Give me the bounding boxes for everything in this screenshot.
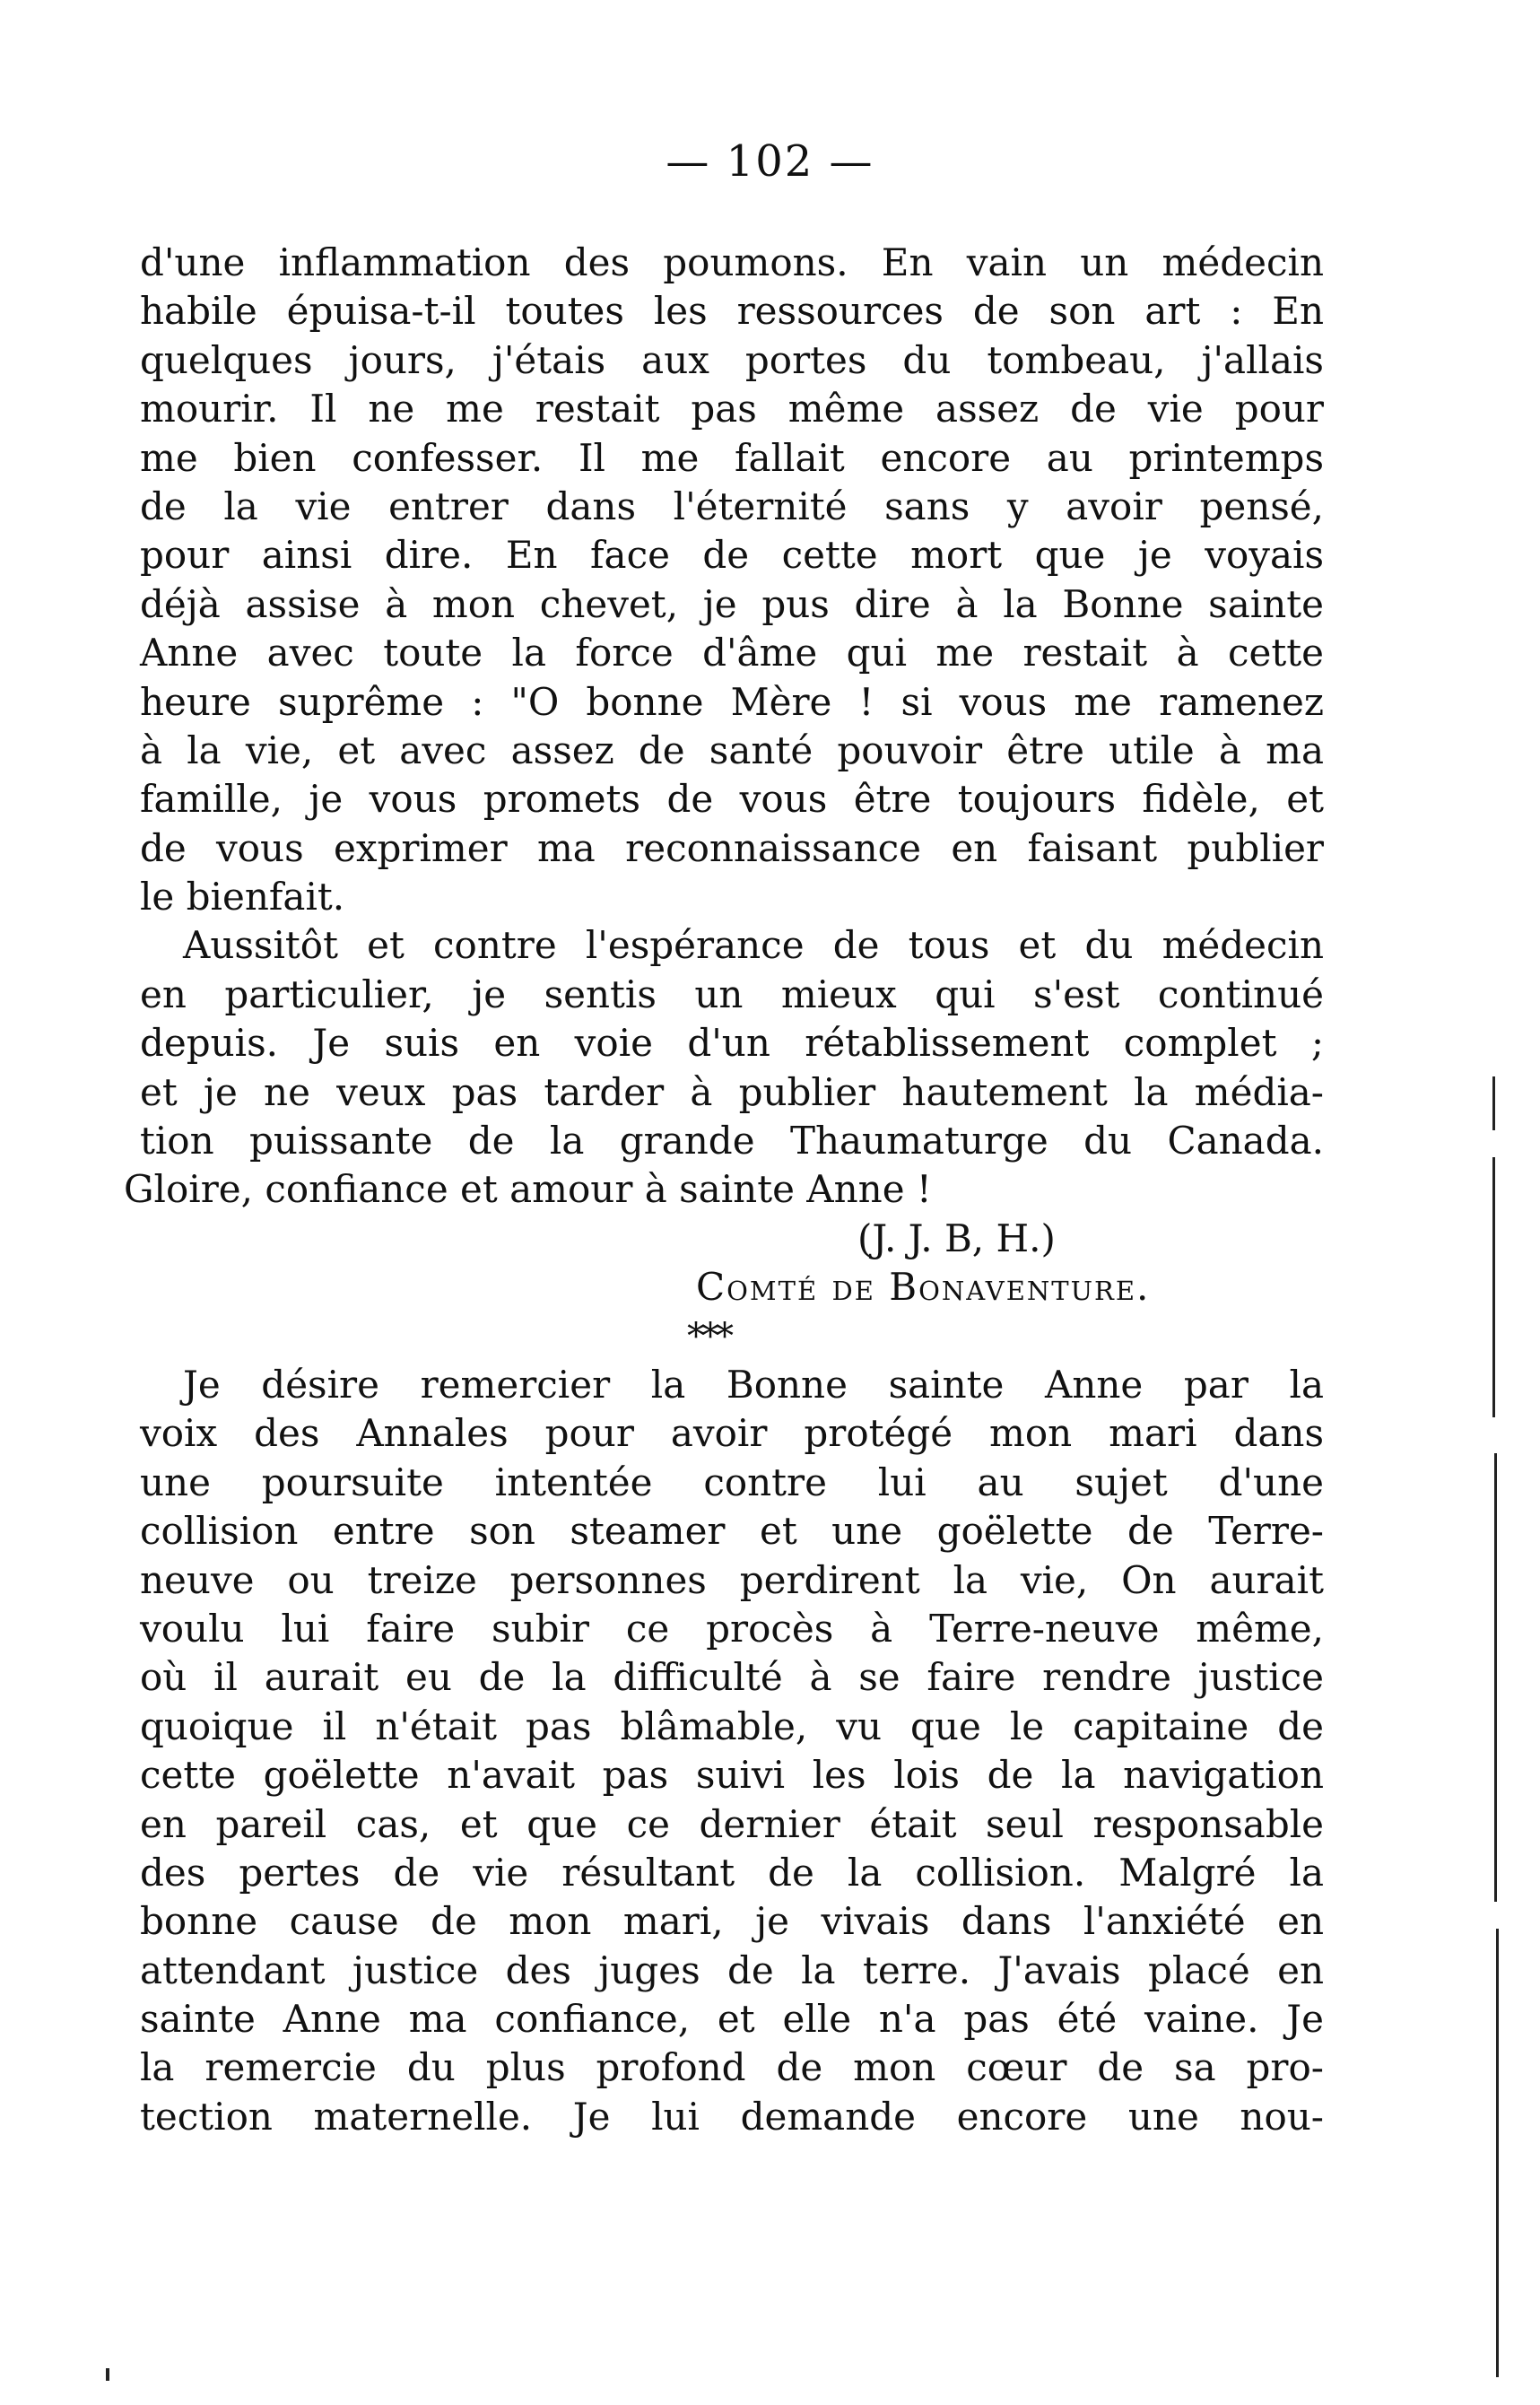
text-line: la remercie du plus profond de mon cœur de sa pro-: [140, 2045, 1324, 2090]
text-line: attendant justice des juges de la terre. J'avais placé en: [140, 1948, 1324, 1992]
scan-margin-mark: [106, 2368, 109, 2381]
text-line: habile épuisa-t-il toutes les ressources de son art : En: [140, 289, 1324, 334]
scan-margin-mark: [1494, 1453, 1497, 1902]
scan-margin-mark: [1492, 1076, 1495, 1130]
signature-name: Comté de Bonaventure.: [696, 1265, 1151, 1310]
text-line: une poursuite intentée contre lui au sujet d'une: [140, 1460, 1324, 1504]
text-line: de la vie entrer dans l'éternité sans y avoir pensé,: [140, 484, 1324, 528]
text-body: [124, 239, 1324, 2141]
text-line: neuve ou treize personnes perdirent la vie, On aurait: [140, 1557, 1324, 1602]
text-line: collision entre son steamer et une goëlette de Terre-: [140, 1509, 1324, 1554]
paragraph-je-desire: [140, 1361, 1324, 2141]
text-line: mourir. Il ne me restait pas même assez de vie pour: [140, 387, 1324, 431]
text-line: Je désire remercier la Bonne sainte Anne par la: [183, 1362, 1324, 1407]
text-line: et je ne veux pas tarder à publier hautement la média-: [140, 1069, 1324, 1114]
signature-block: [140, 1215, 1324, 1312]
text-line: pour ainsi dire. En face de cette mort que je voyais: [140, 533, 1324, 578]
text-line: à la vie, et avec assez de santé pouvoir être utile à ma: [140, 728, 1324, 772]
text-line: en particulier, je sentis un mieux qui s'est continué: [140, 972, 1324, 1016]
text-line: bonne cause de mon mari, je vivais dans l'anxiété en: [140, 1899, 1324, 1944]
paragraph-continuation: [140, 239, 1324, 921]
text-line: tection maternelle. Je lui demande encore une nou-: [140, 2094, 1324, 2139]
text-line: heure suprême : "O bonne Mère ! si vous me ramenez: [140, 679, 1324, 724]
text-line: Anne avec toute la force d'âme qui me restait à cette: [140, 631, 1324, 675]
text-line: où il aurait eu de la difficulté à se faire rendre justice: [140, 1655, 1324, 1700]
text-line: tion puissante de la grande Thaumaturge du Canada.: [140, 1119, 1324, 1163]
text-line: d'une inflammation des poumons. En vain un médecin: [140, 240, 1324, 284]
scan-margin-mark: [1496, 1929, 1499, 2377]
text-line: déjà assise à mon chevet, je pus dire à la Bonne sainte: [140, 581, 1324, 626]
signature-initials: (J. J. B, H.): [857, 1216, 1056, 1260]
text-line: quoique il n'était pas blâmable, vu que le capitaine de: [140, 1704, 1324, 1748]
scan-margin-mark: [1492, 1157, 1495, 1417]
paragraph-aussitot: [124, 921, 1324, 1214]
text-line: Aussitôt et contre l'espérance de tous et du médecin: [183, 923, 1324, 968]
page-number: — 102 —: [666, 136, 874, 187]
text-line: en pareil cas, et que ce dernier était seul responsable: [140, 1801, 1324, 1846]
asterism-separator: ***: [687, 1315, 730, 1357]
text-line: des pertes de vie résultant de la collision. Malgré la: [140, 1850, 1324, 1895]
text-line: cette goëlette n'avait pas suivi les lois de la navigation: [140, 1753, 1324, 1798]
text-line: de vous exprimer ma reconnaissance en faisant publier: [140, 825, 1324, 870]
text-line: voulu lui faire subir ce procès à Terre-neuve même,: [140, 1606, 1324, 1651]
text-line: famille, je vous promets de vous être toujours fidèle, et: [140, 777, 1324, 822]
text-line: me bien confesser. Il me fallait encore au printemps: [140, 435, 1324, 480]
text-line: le bienfait.: [140, 875, 345, 919]
text-line: quelques jours, j'étais aux portes du tombeau, j'allais: [140, 337, 1324, 382]
text-line: voix des Annales pour avoir protégé mon mari dans: [140, 1411, 1324, 1456]
text-line: Gloire, confiance et amour à sainte Anne !: [124, 1167, 932, 1212]
text-line: depuis. Je suis en voie d'un rétablissement complet ;: [140, 1021, 1324, 1066]
text-line: sainte Anne ma confiance, et elle n'a pas été vaine. Je: [140, 1997, 1324, 2042]
